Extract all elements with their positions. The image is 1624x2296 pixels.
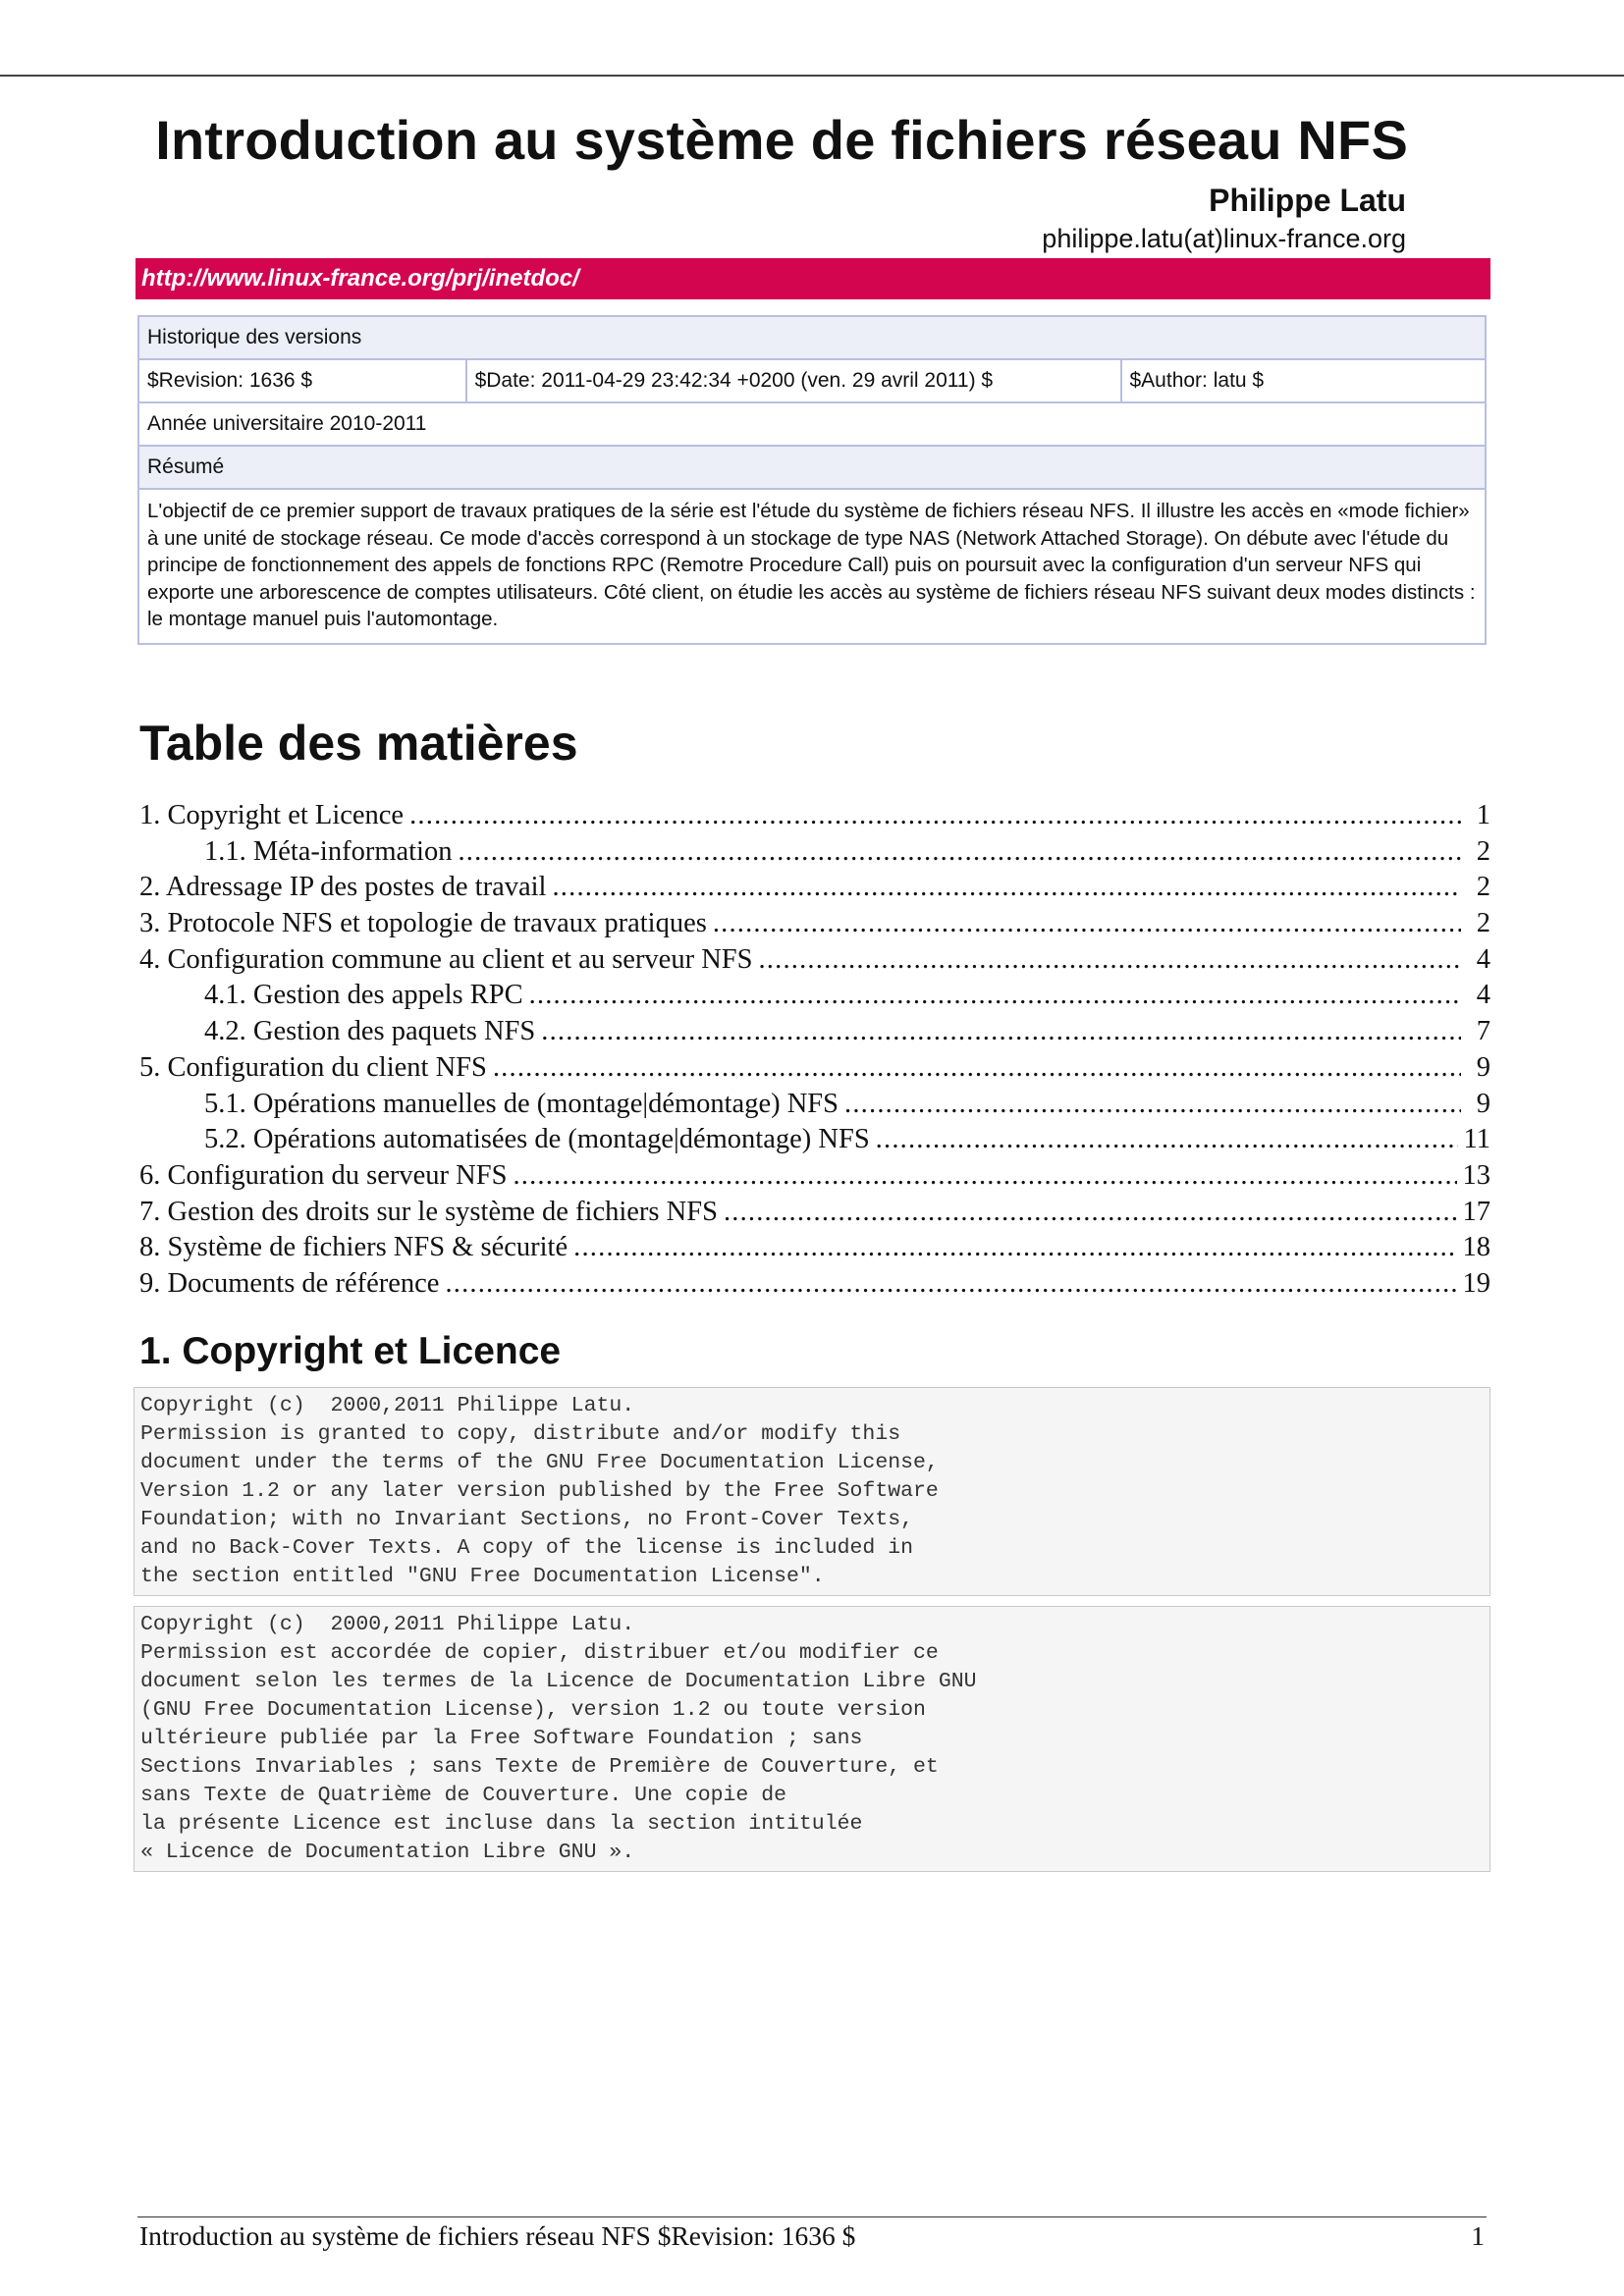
toc-entry-label: 4.1. Gestion des appels RPC [204,980,523,1011]
code-line: « Licence de Documentation Libre GNU ». [140,1841,635,1864]
revision-cell: $Revision: 1636 $ [138,359,466,402]
code-line: la présente Licence est incluse dans la section intitulée [140,1812,863,1836]
code-line: the section entitled "GNU Free Documentation License". [140,1565,825,1588]
toc-entry[interactable] [139,980,1490,1016]
toc-entry-page: 2 [1476,835,1490,867]
code-line: Permission est accordée de copier, distribuer et/ou modifier ce [140,1641,939,1665]
toc-entry-label: 1.1. Méta-information [204,835,453,867]
author-cell: $Author: latu $ [1121,359,1487,402]
toc-entry-label: 4. Configuration commune au client et au serveur NFS [139,943,753,975]
toc-entry-page: 4 [1476,980,1490,1011]
toc-entry-page: 11 [1463,1124,1490,1155]
toc-entry[interactable] [139,872,1490,908]
toc-entry-label: 6. Configuration du serveur NFS [139,1159,508,1191]
url-link[interactable]: http://www.linux-france.org/prj/inetdoc/ [135,258,1490,299]
license-english-block [134,1387,1490,1596]
toc-entry-label: 1. Copyright et Licence [139,800,405,830]
code-line: Copyright (c) 2000,2011 Philippe Latu. [140,1394,635,1417]
toc-entry-page: 18 [1462,1232,1490,1263]
toc-entry-label: 9. Documents de référence [139,1267,440,1299]
date-cell: $Date: 2011-04-29 23:42:34 +0200 (ven. 29 avril 2011) $ [466,359,1121,402]
toc-leader-dots [724,1197,1457,1228]
toc-entry[interactable] [139,1052,1490,1089]
toc-entry-label: 7. Gestion des droits sur le système de fichiers NFS [139,1196,718,1227]
toc-entry[interactable] [139,908,1490,944]
toc-entry-page: 17 [1462,1196,1490,1227]
toc-entry-page: 2 [1476,908,1490,939]
summary-label: Résumé [138,446,1486,489]
toc-leader-dots [409,800,1461,831]
code-line: Sections Invariables ; sans Texte de Première de Couverture, et [140,1755,939,1779]
code-line: document under the terms of the GNU Free Documentation License, [140,1451,939,1474]
toc-entry-page: 9 [1476,1051,1490,1083]
toc-entry[interactable] [139,1016,1490,1052]
author-email: philippe.latu(at)linux-france.org [1042,224,1406,253]
document-title: Introduction au système de fichiers réseau NFS [155,109,1408,171]
code-line: and no Back-Cover Texts. A copy of the license is included in [140,1536,914,1560]
toc-entry-label: 8. Système de fichiers NFS & sécurité [139,1232,568,1263]
toc-entry[interactable] [139,836,1490,873]
toc-entry-label: 5. Configuration du client NFS [139,1051,487,1083]
toc-leader-dots [493,1052,1461,1084]
toc-entry[interactable] [139,1197,1490,1233]
toc-leader-dots [713,908,1461,939]
toc-entry[interactable] [139,1160,1490,1197]
toc-leader-dots [541,1016,1461,1047]
code-line: ultérieure publiée par la Free Software Foundation ; sans [140,1727,863,1750]
author-name: Philippe Latu [1209,183,1406,218]
toc-entry[interactable] [139,944,1490,981]
toc-leader-dots [529,980,1461,1011]
code-line: Version 1.2 or any later version published by the Free Software [140,1479,939,1503]
footer-rule [137,2216,1487,2217]
toc-entry-page: 4 [1476,943,1490,975]
code-line: (GNU Free Documentation License), version 1.2 ou toute version [140,1698,926,1722]
toc-entry[interactable] [139,800,1490,836]
toc-entry[interactable] [139,1232,1490,1268]
top-rule [0,75,1624,77]
revision-history-table [137,315,1487,645]
license-french-block [134,1606,1490,1872]
code-line: sans Texte de Quatrième de Couverture. Une copie de [140,1784,787,1807]
toc-leader-dots [573,1232,1456,1263]
code-line: Foundation; with no Invariant Sections, no Front-Cover Texts, [140,1508,914,1531]
history-label: Historique des versions [138,316,1486,359]
toc-entry-label: 5.2. Opérations automatisées de (montage|démontage) NFS [204,1124,870,1155]
footer-page-number: 1 [1471,2220,1485,2251]
toc-entry-page: 19 [1462,1267,1490,1299]
summary-text: L'objectif de ce premier support de travaux pratiques de la série est l'étude du système de fichiers réseau NFS. Il illustre les accès en «mode fichier» à une unité de stockage réseau. Ce mode d'accès correspond à un stockage de type NAS (Network Attached Storage). On débute avec l'étude du principe de fonctionnement des appels de fonctions RPC (Remotre Procedure Call) puis on poursuit avec la configuration d'un serveur NFS qui exporte une arborescence de comptes utilisateurs. Côté client, on étudie les accès au système de fichiers réseau NFS suivant deux modes distincts : le montage manuel puis l'automontage. [138,489,1486,644]
toc-entry-page: 2 [1476,872,1490,903]
table-of-contents [139,800,1490,1305]
toc-leader-dots [445,1268,1456,1300]
toc-leader-dots [552,872,1461,903]
toc-entry-page: 7 [1476,1016,1490,1047]
toc-heading: Table des matières [139,716,578,771]
code-line: Permission is granted to copy, distribute and/or modify this [140,1422,901,1446]
toc-leader-dots [758,944,1461,976]
section-heading-copyright: 1. Copyright et Licence [139,1330,562,1372]
toc-entry-page: 13 [1462,1159,1490,1191]
toc-entry-page: 1 [1476,800,1490,830]
toc-entry[interactable] [139,1268,1490,1305]
toc-entry-label: 2. Adressage IP des postes de travail [139,872,547,903]
toc-entry[interactable] [139,1124,1490,1160]
toc-entry[interactable] [139,1089,1490,1125]
code-line: Copyright (c) 2000,2011 Philippe Latu. [140,1613,635,1636]
toc-leader-dots [458,836,1461,868]
toc-leader-dots [513,1160,1456,1192]
toc-leader-dots [844,1089,1461,1120]
toc-entry-label: 5.1. Opérations manuelles de (montage|démontage) NFS [204,1088,839,1119]
footer-text: Introduction au système de fichiers réseau NFS $Revision: 1636 $ [139,2220,856,2251]
toc-entry-page: 9 [1476,1088,1490,1119]
code-line: document selon les termes de la Licence de Documentation Libre GNU [140,1670,977,1693]
toc-entry-label: 3. Protocole NFS et topologie de travaux pratiques [139,908,707,939]
academic-year: Année universitaire 2010-2011 [138,402,1486,446]
toc-entry-label: 4.2. Gestion des paquets NFS [204,1016,536,1047]
toc-leader-dots [876,1124,1458,1155]
